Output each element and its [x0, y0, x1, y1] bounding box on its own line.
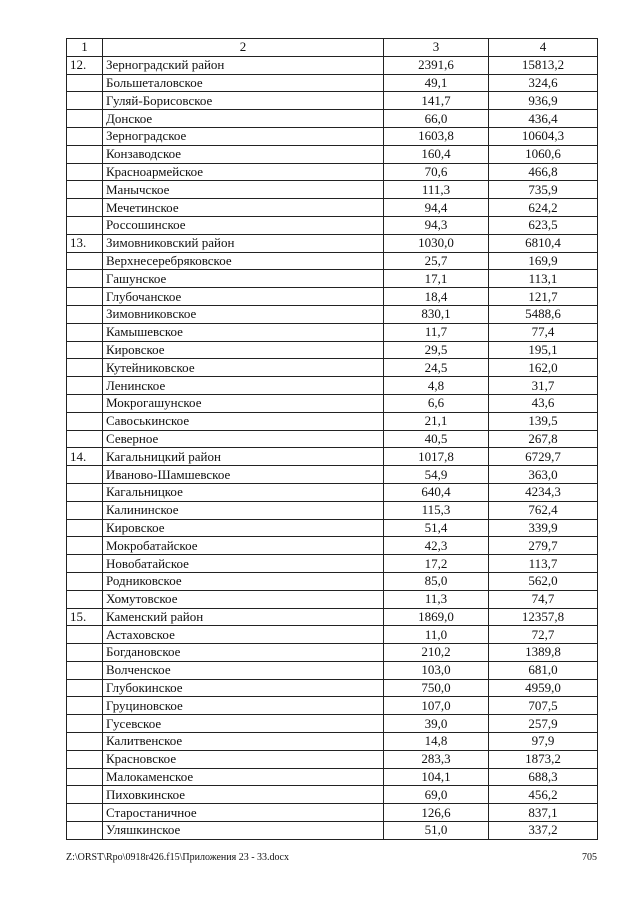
- row-value-col3: 94,3: [384, 216, 489, 234]
- table-row: [67, 768, 598, 786]
- table-row: [67, 145, 598, 163]
- row-name: Мокрогашунское: [103, 394, 384, 412]
- row-value-col4: 169,9: [489, 252, 598, 270]
- row-name: Савоськинское: [103, 412, 384, 430]
- row-name: Гусевское: [103, 715, 384, 733]
- table-row: [67, 626, 598, 644]
- row-value-col3: 51,0: [384, 822, 489, 840]
- row-value-col4: 735,9: [489, 181, 598, 199]
- row-name: Калининское: [103, 501, 384, 519]
- table-row: [67, 127, 598, 145]
- row-value-col3: 14,8: [384, 733, 489, 751]
- row-name: Малокаменское: [103, 768, 384, 786]
- row-name: Северное: [103, 430, 384, 448]
- row-number: [67, 519, 103, 537]
- row-name: Большеталовское: [103, 74, 384, 92]
- table-row: [67, 733, 598, 751]
- row-name: Донское: [103, 110, 384, 128]
- row-name: Мокробатайское: [103, 537, 384, 555]
- table-row: [67, 56, 598, 74]
- row-value-col3: 141,7: [384, 92, 489, 110]
- row-number: [67, 216, 103, 234]
- row-number: [67, 199, 103, 217]
- row-name: Зерноградский район: [103, 56, 384, 74]
- table-row: [67, 608, 598, 626]
- row-name: Мечетинское: [103, 199, 384, 217]
- row-name: Зимовниковское: [103, 305, 384, 323]
- row-value-col4: 562,0: [489, 572, 598, 590]
- row-value-col4: 339,9: [489, 519, 598, 537]
- row-value-col4: 10604,3: [489, 127, 598, 145]
- row-name: Верхнесеребряковское: [103, 252, 384, 270]
- row-name: Калитвенское: [103, 733, 384, 751]
- table-row: [67, 822, 598, 840]
- table-row: [67, 430, 598, 448]
- row-value-col4: 77,4: [489, 323, 598, 341]
- table-row: [67, 74, 598, 92]
- row-value-col3: 40,5: [384, 430, 489, 448]
- table-row: [67, 679, 598, 697]
- row-number: [67, 305, 103, 323]
- row-name: Глубочанское: [103, 288, 384, 306]
- row-number: [67, 181, 103, 199]
- row-value-col4: 337,2: [489, 822, 598, 840]
- row-value-col4: 837,1: [489, 804, 598, 822]
- table-row: [67, 715, 598, 733]
- table-row: [67, 359, 598, 377]
- header-cell-2: 2: [103, 39, 384, 57]
- table-row: [67, 199, 598, 217]
- row-value-col3: 21,1: [384, 412, 489, 430]
- table-row: [67, 483, 598, 501]
- row-number: 13.: [67, 234, 103, 252]
- row-value-col4: 324,6: [489, 74, 598, 92]
- row-name: Каменский район: [103, 608, 384, 626]
- row-value-col4: 267,8: [489, 430, 598, 448]
- row-number: [67, 483, 103, 501]
- row-name: Кутейниковское: [103, 359, 384, 377]
- row-name: Волченское: [103, 661, 384, 679]
- row-number: [67, 822, 103, 840]
- table-row: [67, 804, 598, 822]
- row-name: Гуляй-Борисовское: [103, 92, 384, 110]
- table-row: [67, 270, 598, 288]
- row-value-col3: 1869,0: [384, 608, 489, 626]
- table-row: [67, 216, 598, 234]
- table-row: [67, 519, 598, 537]
- row-number: [67, 252, 103, 270]
- row-value-col3: 103,0: [384, 661, 489, 679]
- row-value-col3: 104,1: [384, 768, 489, 786]
- row-value-col3: 94,4: [384, 199, 489, 217]
- table-row: [67, 394, 598, 412]
- row-value-col3: 42,3: [384, 537, 489, 555]
- row-number: [67, 626, 103, 644]
- row-number: [67, 786, 103, 804]
- row-value-col3: 11,7: [384, 323, 489, 341]
- row-value-col4: 279,7: [489, 537, 598, 555]
- table-row: [67, 572, 598, 590]
- table-row: [67, 163, 598, 181]
- row-value-col4: 97,9: [489, 733, 598, 751]
- row-value-col4: 762,4: [489, 501, 598, 519]
- row-value-col3: 640,4: [384, 483, 489, 501]
- row-value-col4: 688,3: [489, 768, 598, 786]
- row-name: Красноармейское: [103, 163, 384, 181]
- row-number: [67, 590, 103, 608]
- row-value-col4: 681,0: [489, 661, 598, 679]
- data-table: [66, 38, 598, 840]
- row-value-col3: 29,5: [384, 341, 489, 359]
- row-value-col3: 1017,8: [384, 448, 489, 466]
- row-number: [67, 697, 103, 715]
- file-path: Z:\ORST\Rpo\0918r426.f15\Приложения 23 - 33.docx: [66, 852, 289, 863]
- row-value-col4: 72,7: [489, 626, 598, 644]
- row-value-col4: 466,8: [489, 163, 598, 181]
- table-header-row: [67, 39, 598, 57]
- row-value-col4: 363,0: [489, 466, 598, 484]
- row-value-col3: 830,1: [384, 305, 489, 323]
- row-value-col4: 6729,7: [489, 448, 598, 466]
- table-row: [67, 750, 598, 768]
- row-name: Камышевское: [103, 323, 384, 341]
- row-value-col3: 49,1: [384, 74, 489, 92]
- table-row: [67, 234, 598, 252]
- row-value-col4: 257,9: [489, 715, 598, 733]
- row-value-col4: 162,0: [489, 359, 598, 377]
- row-value-col3: 111,3: [384, 181, 489, 199]
- row-number: [67, 804, 103, 822]
- row-value-col3: 69,0: [384, 786, 489, 804]
- row-value-col3: 1603,8: [384, 127, 489, 145]
- row-value-col4: 5488,6: [489, 305, 598, 323]
- row-number: [67, 110, 103, 128]
- page-number: 705: [582, 852, 597, 863]
- header-cell-1: 1: [67, 39, 103, 57]
- row-value-col4: 12357,8: [489, 608, 598, 626]
- row-number: [67, 92, 103, 110]
- row-name: Уляшкинское: [103, 822, 384, 840]
- row-value-col4: 113,7: [489, 555, 598, 573]
- row-value-col3: 85,0: [384, 572, 489, 590]
- row-value-col4: 74,7: [489, 590, 598, 608]
- row-value-col4: 195,1: [489, 341, 598, 359]
- row-number: [67, 466, 103, 484]
- row-value-col4: 1389,8: [489, 644, 598, 662]
- row-value-col4: 1060,6: [489, 145, 598, 163]
- header-cell-4: 4: [489, 39, 598, 57]
- row-number: [67, 537, 103, 555]
- row-name: Ленинское: [103, 377, 384, 395]
- row-name: Кагальницкий район: [103, 448, 384, 466]
- row-number: 15.: [67, 608, 103, 626]
- row-name: Кагальницкое: [103, 483, 384, 501]
- row-value-col4: 139,5: [489, 412, 598, 430]
- row-number: [67, 661, 103, 679]
- row-number: [67, 359, 103, 377]
- row-number: [67, 412, 103, 430]
- header-cell-3: 3: [384, 39, 489, 57]
- row-number: [67, 270, 103, 288]
- row-value-col3: 115,3: [384, 501, 489, 519]
- row-value-col3: 4,8: [384, 377, 489, 395]
- row-value-col3: 51,4: [384, 519, 489, 537]
- row-number: [67, 750, 103, 768]
- table-row: [67, 501, 598, 519]
- row-value-col4: 624,2: [489, 199, 598, 217]
- row-name: Манычское: [103, 181, 384, 199]
- row-value-col3: 18,4: [384, 288, 489, 306]
- row-number: [67, 572, 103, 590]
- row-name: Зерноградское: [103, 127, 384, 145]
- row-number: [67, 733, 103, 751]
- row-name: Пиховкинское: [103, 786, 384, 804]
- row-value-col3: 2391,6: [384, 56, 489, 74]
- table-row: [67, 305, 598, 323]
- row-value-col3: 210,2: [384, 644, 489, 662]
- row-number: [67, 145, 103, 163]
- row-value-col4: 1873,2: [489, 750, 598, 768]
- table-row: [67, 448, 598, 466]
- row-name: Старостаничное: [103, 804, 384, 822]
- row-value-col3: 70,6: [384, 163, 489, 181]
- table-row: [67, 92, 598, 110]
- table-row: [67, 555, 598, 573]
- row-number: [67, 377, 103, 395]
- row-number: [67, 341, 103, 359]
- row-number: 12.: [67, 56, 103, 74]
- row-number: [67, 715, 103, 733]
- row-value-col4: 113,1: [489, 270, 598, 288]
- row-name: Кировское: [103, 519, 384, 537]
- row-value-col4: 15813,2: [489, 56, 598, 74]
- row-value-col3: 1030,0: [384, 234, 489, 252]
- row-value-col4: 707,5: [489, 697, 598, 715]
- row-name: Россошинское: [103, 216, 384, 234]
- table-row: [67, 697, 598, 715]
- row-name: Глубокинское: [103, 679, 384, 697]
- table-row: [67, 252, 598, 270]
- row-number: [67, 288, 103, 306]
- table-row: [67, 786, 598, 804]
- row-value-col3: 750,0: [384, 679, 489, 697]
- row-name: Астаховское: [103, 626, 384, 644]
- row-number: [67, 74, 103, 92]
- row-number: [67, 501, 103, 519]
- row-value-col4: 121,7: [489, 288, 598, 306]
- row-value-col3: 66,0: [384, 110, 489, 128]
- table-row: [67, 377, 598, 395]
- row-number: [67, 679, 103, 697]
- row-value-col4: 4234,3: [489, 483, 598, 501]
- row-number: [67, 394, 103, 412]
- row-value-col4: 4959,0: [489, 679, 598, 697]
- row-value-col4: 936,9: [489, 92, 598, 110]
- row-value-col4: 623,5: [489, 216, 598, 234]
- row-value-col3: 25,7: [384, 252, 489, 270]
- table-row: [67, 288, 598, 306]
- row-name: Родниковское: [103, 572, 384, 590]
- row-name: Груциновское: [103, 697, 384, 715]
- row-value-col3: 126,6: [384, 804, 489, 822]
- row-value-col3: 54,9: [384, 466, 489, 484]
- table-row: [67, 323, 598, 341]
- table-row: [67, 466, 598, 484]
- table-row: [67, 661, 598, 679]
- row-value-col3: 160,4: [384, 145, 489, 163]
- row-value-col4: 6810,4: [489, 234, 598, 252]
- row-value-col3: 17,2: [384, 555, 489, 573]
- row-value-col3: 283,3: [384, 750, 489, 768]
- row-name: Зимовниковский район: [103, 234, 384, 252]
- row-name: Новобатайское: [103, 555, 384, 573]
- row-number: [67, 430, 103, 448]
- table-row: [67, 412, 598, 430]
- table-row: [67, 110, 598, 128]
- table-row: [67, 590, 598, 608]
- row-number: [67, 323, 103, 341]
- row-value-col3: 107,0: [384, 697, 489, 715]
- row-value-col4: 43,6: [489, 394, 598, 412]
- row-value-col3: 17,1: [384, 270, 489, 288]
- row-value-col3: 24,5: [384, 359, 489, 377]
- row-name: Конзаводское: [103, 145, 384, 163]
- row-name: Иваново-Шамшевское: [103, 466, 384, 484]
- row-value-col4: 31,7: [489, 377, 598, 395]
- row-value-col4: 456,2: [489, 786, 598, 804]
- table-row: [67, 181, 598, 199]
- row-number: 14.: [67, 448, 103, 466]
- row-number: [67, 555, 103, 573]
- table-row: [67, 644, 598, 662]
- row-number: [67, 163, 103, 181]
- table-row: [67, 537, 598, 555]
- table-row: [67, 341, 598, 359]
- row-number: [67, 127, 103, 145]
- row-value-col3: 11,0: [384, 626, 489, 644]
- row-value-col4: 436,4: [489, 110, 598, 128]
- row-name: Хомутовское: [103, 590, 384, 608]
- row-name: Кировское: [103, 341, 384, 359]
- row-value-col3: 6,6: [384, 394, 489, 412]
- row-name: Гашунское: [103, 270, 384, 288]
- row-value-col3: 11,3: [384, 590, 489, 608]
- row-value-col3: 39,0: [384, 715, 489, 733]
- row-name: Богдановское: [103, 644, 384, 662]
- row-name: Красновское: [103, 750, 384, 768]
- row-number: [67, 768, 103, 786]
- row-number: [67, 644, 103, 662]
